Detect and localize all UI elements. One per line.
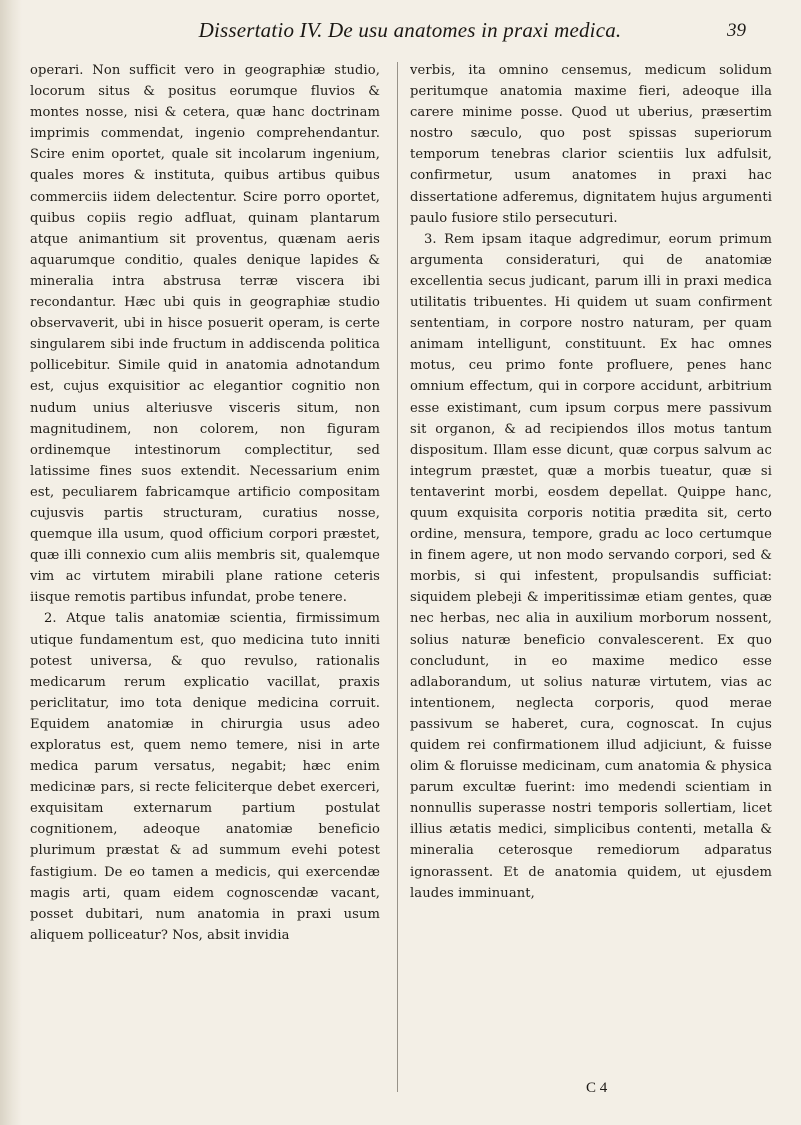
column-divider <box>397 62 398 1092</box>
page-gutter-shadow <box>0 0 22 1125</box>
left-column <box>30 60 380 1100</box>
right-column <box>410 60 772 1100</box>
running-head-title: Dissertatio IV. De usu anatomes in praxi medica. <box>198 18 622 42</box>
page-number: 39 <box>727 20 746 41</box>
left-paragraph-1: operari. Non sufficit vero in geographiæ studio, locorum situs & positus eorumque fluvios & montes nosse, nisi & cetera, quæ hanc doctrinam imprimis commendat, ingenio comprehendantur. Scire enim oportet, quale sit incolarum ingenium, quales mores & instituta, quibus artibus quibus commerciis iidem delectentur. Scire porro oportet, quibus copiis regio adfluat, quinam plantarum atque animantium sit proventus, quænam aeris aquarumque conditio, quales denique lapides & mineralia intra abstrusa terræ viscera ibi recondantur. Hæc ubi quis in geographiæ studio observaverit, ubi in hisce posuerit operam, is certe singularem sibi inde fructum in addiscenda politica pollicebitur. Simile quid in anatomia adnotandum est, cujus exquisitior ac elegantior cognitio non nudum unius alteriusve visceris situm, non magnitudinem, non colorem, non figuram ordinemque intestinorum complectitur, sed latissime fines suos extendit. Necessarium enim est, peculiarem fabricamque artificio compositam cujusvis partis structuram, curatius nosse, quemque illa usum, quod officium corpori præstet, quæ illi connexio cum aliis membris sit, qualemque vim ac virtutem mirabili plane ratione ceteris iisque remotis partibus infundat, probe tenere. <box>30 63 380 606</box>
left-paragraph-2: 2. Atque talis anatomiæ scientia, firmissimum utique fundamentum est, quo medicina tuto inniti potest universa, & quo revulso, rationalis medicarum rerum explicatio vacillat, praxis periclitatur, imo tota denique medicina corruit. Equidem anatomiæ in chirurgia usus adeo exploratus est, quem nemo temere, nisi in arte medica parum versatus, negabit; hæc enim medicinæ pars, si recte feliciterque debet exerceri, exquisitam externarum partium postulat cognitionem, adeoque anatomiæ beneficio plurimum præstat & ad summum evehi potest fastigium. De eo tamen a medicis, qui exercendæ magis arti, quam eidem cognoscendæ vacant, posset dubitari, num anatomia in praxi usum aliquem polliceatur? Nos, absit invidia <box>30 611 380 943</box>
right-paragraph-2: 3. Rem ipsam itaque adgredimur, eorum primum argumenta consideraturi, qui de anatomiæ excellentia secus judicant, parum illi in praxi medica utilitatis tribuentes. Hi quidem ut suam confirment sententiam, in corpore nostro naturam, per quam animam intelligunt, constituunt. Ex hac omnes motus, ceu primo fonte profluere, penes hanc omnium effectum, qui in corpore accidunt, arbitrium esse existimant, cum ipsum corpus mere passivum sit organon, & ad recipiendos illos motus tantum dispositum. Illam esse dicunt, quæ corpus salvum ac integrum præstet, quæ a morbis tueatur, quæ si tentaverint morbi, eosdem depellat. Quippe hanc, quum exquisita corporis notitia prædita sit, certo ordine, mensura, tempore, gradu ac loco certumque in finem agere, ut non modo servando corpori, sed & morbis, si qui infestent, propulsandis sufficiat: siquidem plebeji & imperitissimæ etiam gentes, quæ nec herbas, nec alia in auxilium morborum nossent, solius naturæ beneficio convalescerent. Ex quo concludunt, in eo maxime medico esse adlaborandum, ut solius naturæ virtutem, vias ac intentionem, neglecta corporis, quod merae passivum se haberet, cura, cognoscat. In cujus quidem rei confirmationem illud adjiciunt, & fuisse olim & floruisse medicinam, cum anatomia & physica parum excultæ fuerint: imo medendi scientiam in nonnullis superasse nostri temporis sollertiam, licet illius ætatis medici, simplicibus contenti, metalla & mineralia ceterosque remediorum adparatus ignorassent. Et de anatomia quidem, ut ejusdem laudes imminuant, <box>410 231 772 901</box>
signature-mark: C 4 <box>586 1080 608 1096</box>
right-paragraph-1: verbis, ita omnino censemus, medicum solidum peritumque anatomia maxime fieri, adeoque illa carere minime posse. Quod ut uberius, præsertim nostro sæculo, quo post spissas superiorum temporum tenebras clarior scientiis lux adfulsit, confirmetur, usum anatomes in praxi hac dissertatione adferemus, dignitatem hujus argumenti paulo fusiore stilo persecuturi. <box>410 63 772 226</box>
running-head <box>100 18 746 58</box>
